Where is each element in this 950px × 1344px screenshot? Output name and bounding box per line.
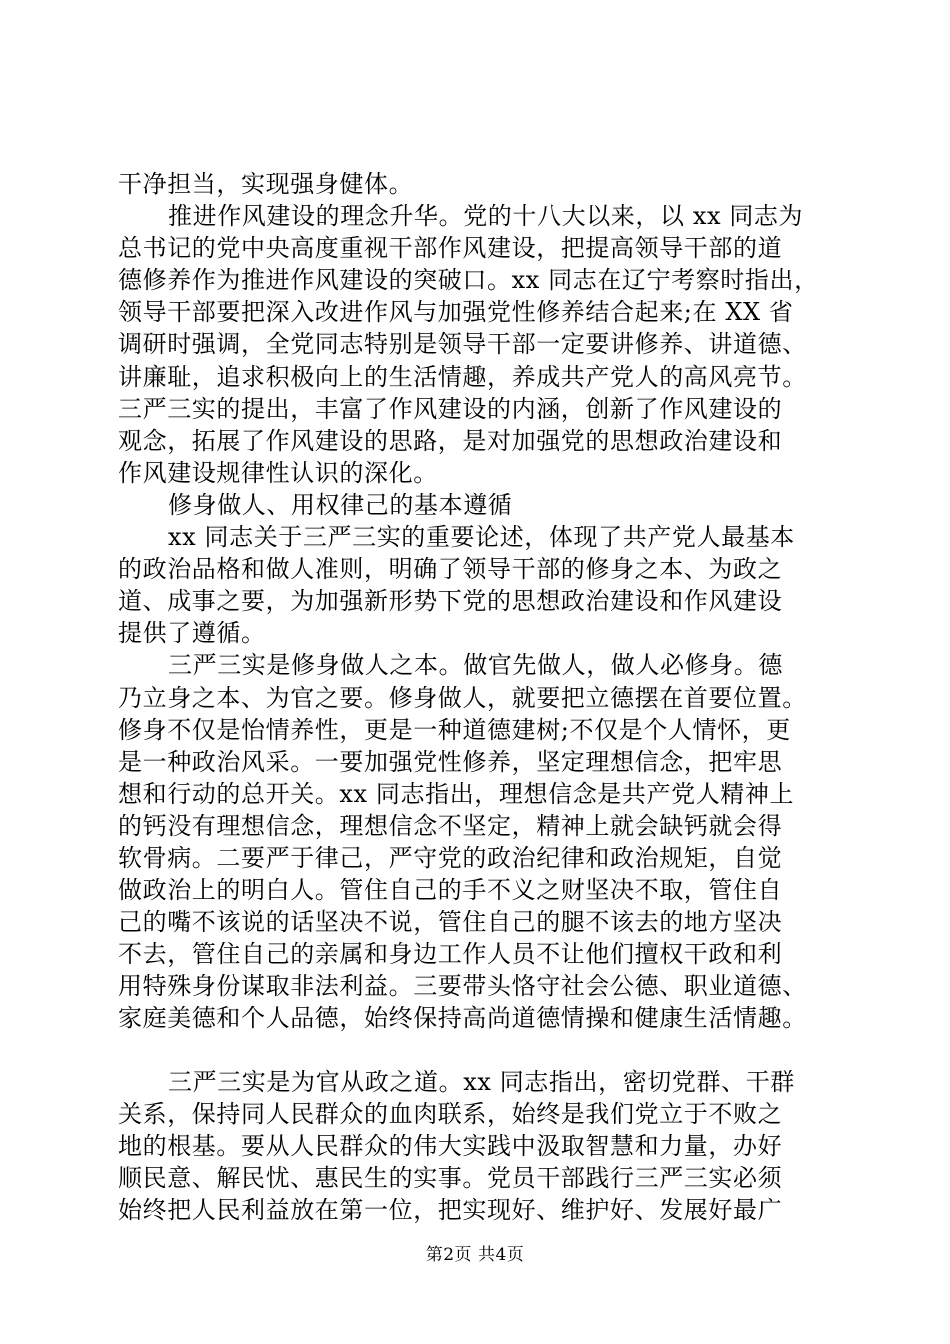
text-line: 修身不仅是怡情养性，更是一种道德建树;不仅是个人情怀，更 — [118, 715, 791, 744]
paragraph-start-line: 推进作风建设的理念升华。党的十八大以来，以 xx 同志为 — [168, 202, 804, 231]
text-line: 不去，管住自己的亲属和身边工作人员不让他们擅权干政和利 — [118, 940, 783, 969]
document-body — [118, 168, 856, 1258]
text-line: 调研时强调，全党同志特别是领导干部一定要讲修养、讲道德、 — [118, 330, 807, 359]
text-line: 是一种政治风采。一要加强党性修养，坚定理想信念，把牢思 — [118, 747, 783, 776]
text-line: 讲廉耻，追求积极向上的生活情趣，养成共产党人的高风亮节。 — [118, 362, 807, 391]
text-line: 的政治品格和做人准则，明确了领导干部的修身之本、为政之 — [118, 555, 783, 584]
text-line: 做政治上的明白人。管住自己的手不义之财坚决不取，管住自 — [118, 876, 783, 905]
text-line: 提供了遵循。 — [118, 619, 266, 648]
text-line: 想和行动的总开关。xx 同志指出，理想信念是共产党人精神上 — [118, 779, 795, 808]
text-line: 干净担当，实现强身健体。 — [118, 170, 414, 198]
text-line: 己的嘴不该说的话坚决不说，管住自己的腿不该去的地方坚决 — [118, 908, 783, 937]
text-line: 的钙没有理想信念，理想信念不坚定，精神上就会缺钙就会得 — [118, 811, 783, 840]
page-number-footer: 第2页 共4页 — [425, 1245, 525, 1265]
text-line: 作风建设规律性认识的深化。 — [118, 458, 438, 487]
paragraph-start-line: 三严三实是修身做人之本。做官先做人，做人必修身。德 — [168, 651, 783, 680]
paragraph-start-line: xx 同志关于三严三实的重要论述，体现了共产党人最基本 — [168, 523, 795, 552]
text-line: 软骨病。二要严于律己，严守党的政治纪律和政治规矩，自觉 — [118, 843, 783, 872]
section-heading: 修身做人、用权律己的基本遵循 — [168, 490, 513, 519]
text-line: 用特殊身份谋取非法利益。三要带头恪守社会公德、职业道德、 — [118, 972, 807, 1001]
text-line: 地的根基。要从人民群众的伟大实践中汲取智慧和力量，办好 — [118, 1131, 783, 1160]
text-line: 三严三实的提出，丰富了作风建设的内涵，创新了作风建设的 — [118, 394, 783, 423]
text-line: 总书记的党中央高度重视干部作风建设，把提高领导干部的道 — [118, 234, 783, 263]
text-line: 始终把人民利益放在第一位，把实现好、维护好、发展好最广 — [118, 1195, 783, 1224]
text-line: 道、成事之要，为加强新形势下党的思想政治建设和作风建设 — [118, 587, 783, 616]
paragraph-gap — [118, 1035, 856, 1066]
text-line: 观念，拓展了作风建设的思路，是对加强党的思想政治建设和 — [118, 426, 783, 455]
text-line: 家庭美德和个人品德，始终保持高尚道德情操和健康生活情趣。 — [118, 1004, 807, 1033]
text-line: 关系，保持同人民群众的血肉联系，始终是我们党立于不败之 — [118, 1099, 783, 1128]
text-line: 领导干部要把深入改进作风与加强党性修养结合起来;在 XX 省 — [118, 298, 794, 327]
text-line: 德修养作为推进作风建设的突破口。xx 同志在辽宁考察时指出， — [118, 266, 819, 295]
text-line: 乃立身之本、为官之要。修身做人，就要把立德摆在首要位置。 — [118, 683, 807, 712]
paragraph-start-line: 三严三实是为官从政之道。xx 同志指出，密切党群、干群 — [168, 1067, 795, 1096]
text-line: 顺民意、解民忧、惠民生的实事。党员干部践行三严三实必须 — [118, 1163, 783, 1192]
